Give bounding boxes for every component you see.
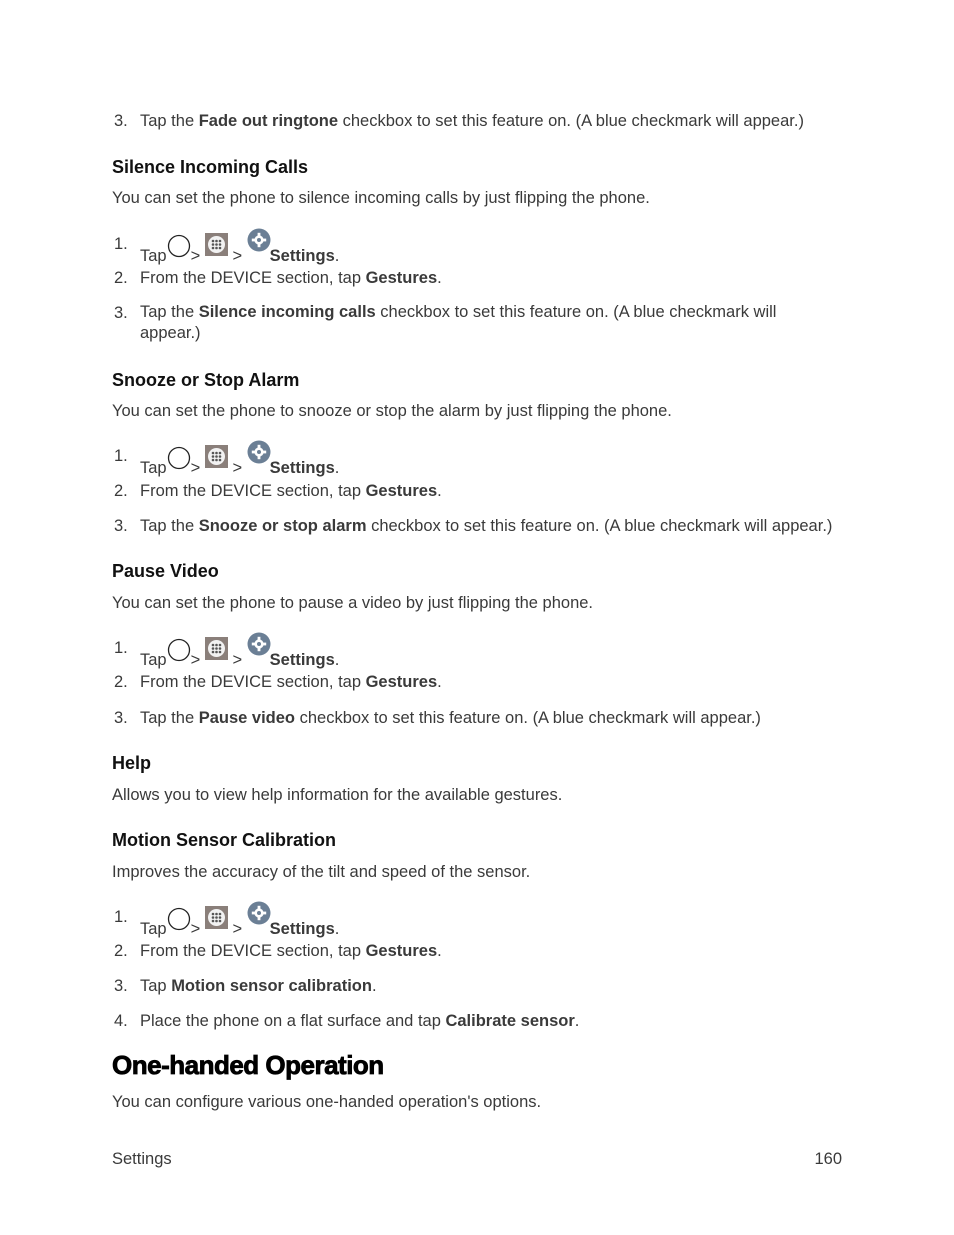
step-number: 1. (114, 908, 128, 926)
step-number: 3. (114, 709, 128, 727)
step-tap-settings: Tap > > Settings. (140, 228, 339, 259)
footer-section: Settings (112, 1150, 172, 1168)
home-circle-icon (167, 446, 191, 470)
step-tap-settings: Tap > > Settings. (140, 440, 339, 471)
settings-gear-icon (247, 228, 271, 252)
step-number: 1. (114, 639, 128, 657)
step-text: Tap Motion sensor calibration. (140, 977, 377, 995)
step-text: Tap the Pause video checkbox to set this feature on. (A blue checkmark will appear.) (140, 709, 761, 727)
step-number: 2. (114, 942, 128, 960)
step-number: 2. (114, 673, 128, 691)
step-text: Tap the Snooze or stop alarm checkbox to set this feature on. (A blue checkmark will appear.) (140, 517, 833, 535)
section-heading-help: Help (112, 753, 152, 773)
section-heading-snooze: Snooze or Stop Alarm (112, 370, 300, 390)
footer-page-number: 160 (814, 1150, 842, 1168)
section-desc-snooze: You can set the phone to snooze or stop the alarm by just flipping the phone. (112, 402, 672, 420)
section-heading-motion: Motion Sensor Calibration (112, 830, 337, 850)
home-circle-icon (167, 907, 191, 931)
step-text: Tap the Silence incoming calls checkbox to set this feature on. (A blue checkmark will appear.) (140, 303, 777, 342)
apps-grid-icon (205, 906, 228, 929)
step-text: Tap the Fade out ringtone checkbox to set this feature on. (A blue checkmark will appear.) (140, 112, 804, 130)
settings-gear-icon (247, 440, 271, 464)
apps-grid-icon (205, 637, 228, 660)
step-tap-settings: Tap > > Settings. (140, 632, 339, 663)
section-heading-silence: Silence Incoming Calls (112, 157, 309, 177)
apps-grid-icon (205, 233, 228, 256)
apps-grid-icon (205, 445, 228, 468)
step-number: 2. (114, 482, 128, 500)
step-number: 1. (114, 235, 128, 253)
section-desc-motion: Improves the accuracy of the tilt and speed of the sensor. (112, 863, 531, 881)
settings-gear-icon (247, 901, 271, 925)
step-number: 1. (114, 447, 128, 465)
section-desc-silence: You can set the phone to silence incoming calls by just flipping the phone. (112, 189, 650, 207)
home-circle-icon (167, 234, 191, 258)
step-text: Place the phone on a flat surface and tap Calibrate sensor. (140, 1012, 580, 1030)
settings-gear-icon (247, 632, 271, 656)
section-heading-pause: Pause Video (112, 561, 219, 581)
step-text: From the DEVICE section, tap Gestures. (140, 673, 442, 691)
step-number: 4. (114, 1012, 128, 1030)
section-desc-one-handed: You can configure various one-handed operation's options. (112, 1093, 542, 1111)
section-desc-help: Allows you to view help information for the available gestures. (112, 786, 563, 804)
step-number: 3. (114, 517, 128, 535)
step-number: 3. (114, 112, 128, 130)
step-text: From the DEVICE section, tap Gestures. (140, 269, 442, 287)
step-number: 3. (114, 304, 128, 322)
section-heading-one-handed: One-handed Operation (112, 1050, 384, 1080)
step-text: From the DEVICE section, tap Gestures. (140, 482, 442, 500)
step-tap-settings: Tap > > Settings. (140, 901, 339, 932)
step-number: 2. (114, 269, 128, 287)
step-text: From the DEVICE section, tap Gestures. (140, 942, 442, 960)
step-number: 3. (114, 977, 128, 995)
section-desc-pause: You can set the phone to pause a video by just flipping the phone. (112, 594, 594, 612)
home-circle-icon (167, 638, 191, 662)
